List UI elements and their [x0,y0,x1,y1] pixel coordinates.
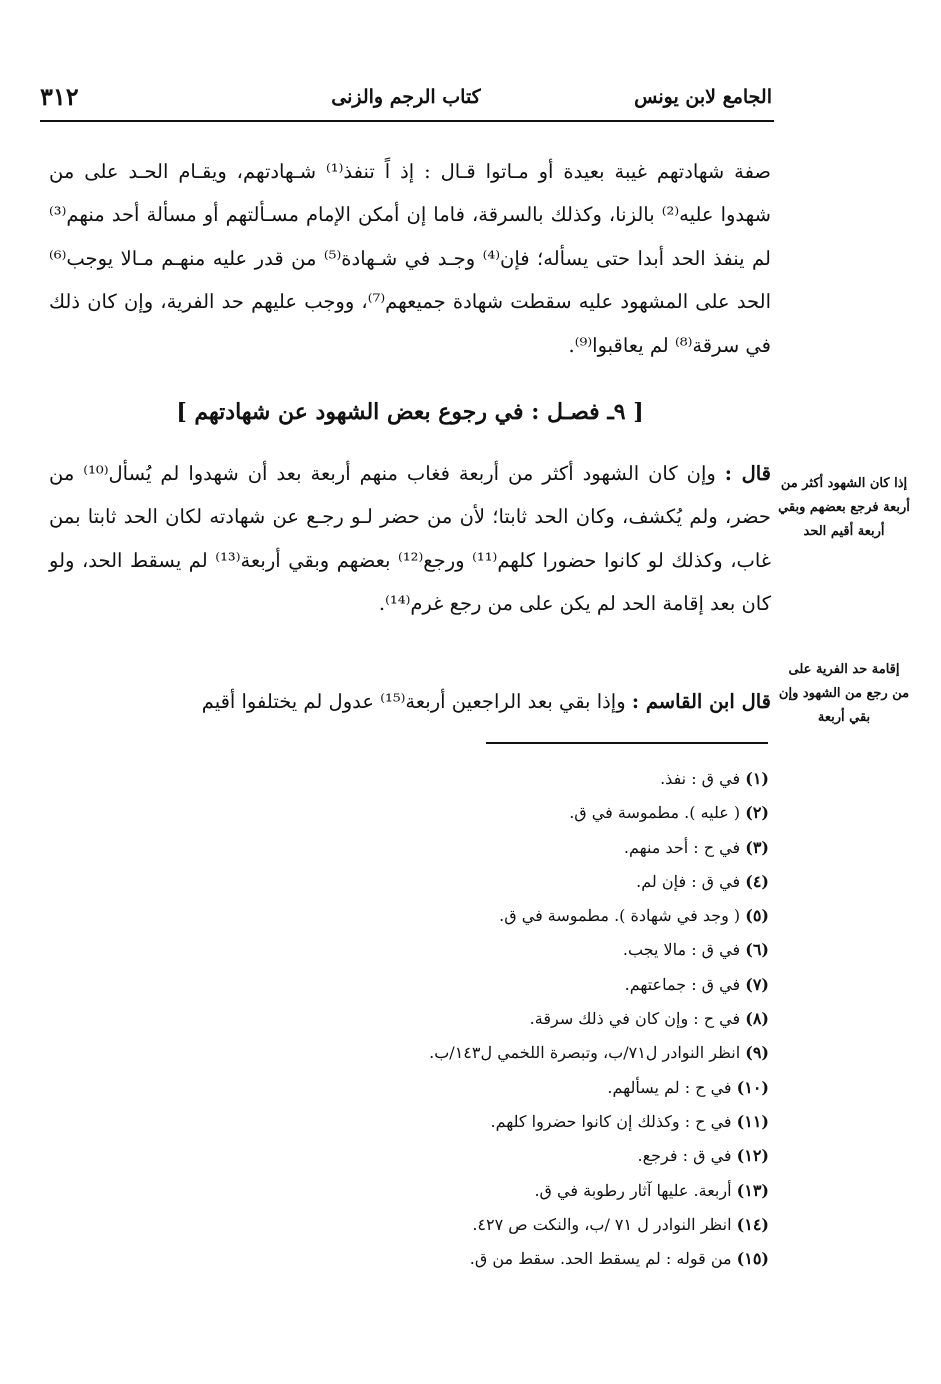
footnote-text: انظر النوادر ل٧١/ب، وتبصرة اللخمي ل١٤٣/ب. [429,1043,741,1063]
header-rule [40,120,774,122]
footnote-text: في ح : وإن كان في ذلك سرقة. [529,1009,741,1029]
footnote [209,1242,769,1276]
footnote-text: من قوله : لم يسقط الحد. سقط من ق. [469,1249,732,1269]
footnote-number: (٥) [745,906,769,926]
page-number: ٣١٢ [40,82,79,111]
footnote-number: (١٠) [736,1077,769,1097]
footnote-text: في ق : نفذ. [660,769,741,788]
running-header [40,82,772,116]
paragraph-3-text: وإذا بقي بعد الراجعين أربعة⁽¹⁵⁾ عدول لم يختلفوا أقيم [201,690,626,713]
chapter-title: كتاب الرجم والزنى [331,86,481,108]
footnotes-list [209,762,769,1276]
footnote-number: (٦) [745,940,769,960]
footnote-text: في ق : فرجع. [637,1146,732,1166]
footnote-number: (١٤) [736,1214,769,1234]
paragraph-2-content [49,452,771,626]
footnote [209,1071,769,1105]
footnote [209,796,769,830]
footnote-number: (٤) [745,871,769,891]
footnote-number: (٧) [745,974,769,994]
footnote [209,1002,769,1036]
footnote-number: (١٥) [736,1249,769,1269]
footnote [209,899,769,933]
footnote-text: انظر النوادر ل ٧١ /ب، والنكت ص ٤٢٧. [472,1214,732,1234]
footnote [209,865,769,899]
footnote [209,1208,769,1242]
footnote-text: في ح : وكذلك إن كانوا حضروا كلهم. [490,1111,732,1131]
footnote-text: في ق : مالا يجب. [622,940,741,960]
footnote [209,1105,769,1139]
footnote-text: أربعة. عليها آثار رطوبة في ق. [534,1180,732,1200]
footnote-rule [486,742,768,744]
margin-note-1: إذا كان الشهود أكثر من أربعة فرجع بعضهم وبقي أربعة أقيم الحد [778,476,910,539]
footnote [209,1174,769,1208]
footnote [209,968,769,1002]
footnote-number: (١١) [736,1111,769,1131]
footnote [209,1036,769,1070]
footnote-number: (٩) [745,1043,769,1063]
paragraph-2 [49,452,771,626]
margin-note-2: إقامة حد الفرية على من رجع من الشهود وإن بقي أربعة [778,662,910,725]
footnote [209,1139,769,1173]
book-title: الجامع لابن يونس [634,86,772,108]
footnote-text: في ق : فإن لم. [636,871,741,891]
footnote [209,831,769,865]
footnote-number: (١) [745,769,769,788]
footnote-text: ( وجد في شهادة ). مطموسة في ق. [499,906,741,926]
footnote-text: في ح : أحد منهم. [623,837,741,857]
footnote-text: ( عليه ). مطموسة في ق. [569,803,741,823]
paragraph-1-text: صفة شهادتهم غيبة بعيدة أو مـاتوا قـال : إذ اً تنفذ⁽¹⁾ شـهادتهم، ويقـام الحـد على من شهدوا عليه⁽²⁾ بالزنا، وكذلك بالسرقة، فاما إن أمكن الإمام مسـألتهم أو مسألة أحد منهم⁽³⁾ لم ينفذ الحد أبدا حتى يسأله؛ فإن⁽⁴⁾ وجـد في شـهادة⁽⁵⁾ من قدر عليه منهـم مـالا يوجب⁽⁶⁾ الحد على المشهود عليه سقطت شهادة جميعهم⁽⁷⁾، ووجب عليهم حد الفرية، وإن كان ذلك في سرقة⁽⁸⁾ لم يعاقبوا⁽⁹⁾. [49,160,772,357]
paragraph-3-lead: قال ابن القاسم : [631,690,771,713]
paragraph-3 [49,680,771,723]
footnote-number: (٣) [745,837,769,857]
footnote [209,933,769,967]
footnote-number: (٢) [745,803,769,823]
paragraph-3-content [49,680,771,723]
paragraph-2-text: وإن كان الشهود أكثر من أربعة فغاب منهم أربعة بعد أن شهدوا لم يُسأل⁽¹⁰⁾ من حضر، ولم يُكشف، وكان الحد ثابتا؛ لأن من حضر لـو رجـع عن شهادته لكان الحد ثابتا بمن غاب، وكذلك لو كانوا حضورا كلهم⁽¹¹⁾ ورجع⁽¹²⁾ بعضهم وبقي أربعة⁽¹³⁾ لم يسقط الحد، ولو كان بعد إقامة الحد لم يكن على من رجع غرم⁽¹⁴⁾. [49,462,772,616]
paragraph-2-lead: قال : [724,462,772,485]
footnote-number: (٨) [745,1009,769,1029]
section-heading: [ ٩ـ فصـل : في رجوع بعض الشهود عن شهادتهم ] [176,399,644,425]
footnote-text: في ق : جماعتهم. [624,974,741,994]
footnote-number: (١٢) [736,1146,769,1166]
footnote-number: (١٣) [736,1180,769,1200]
footnote-text: في ح : لم يسألهم. [607,1077,732,1097]
paragraph-1 [49,150,771,367]
footnote [209,762,769,796]
